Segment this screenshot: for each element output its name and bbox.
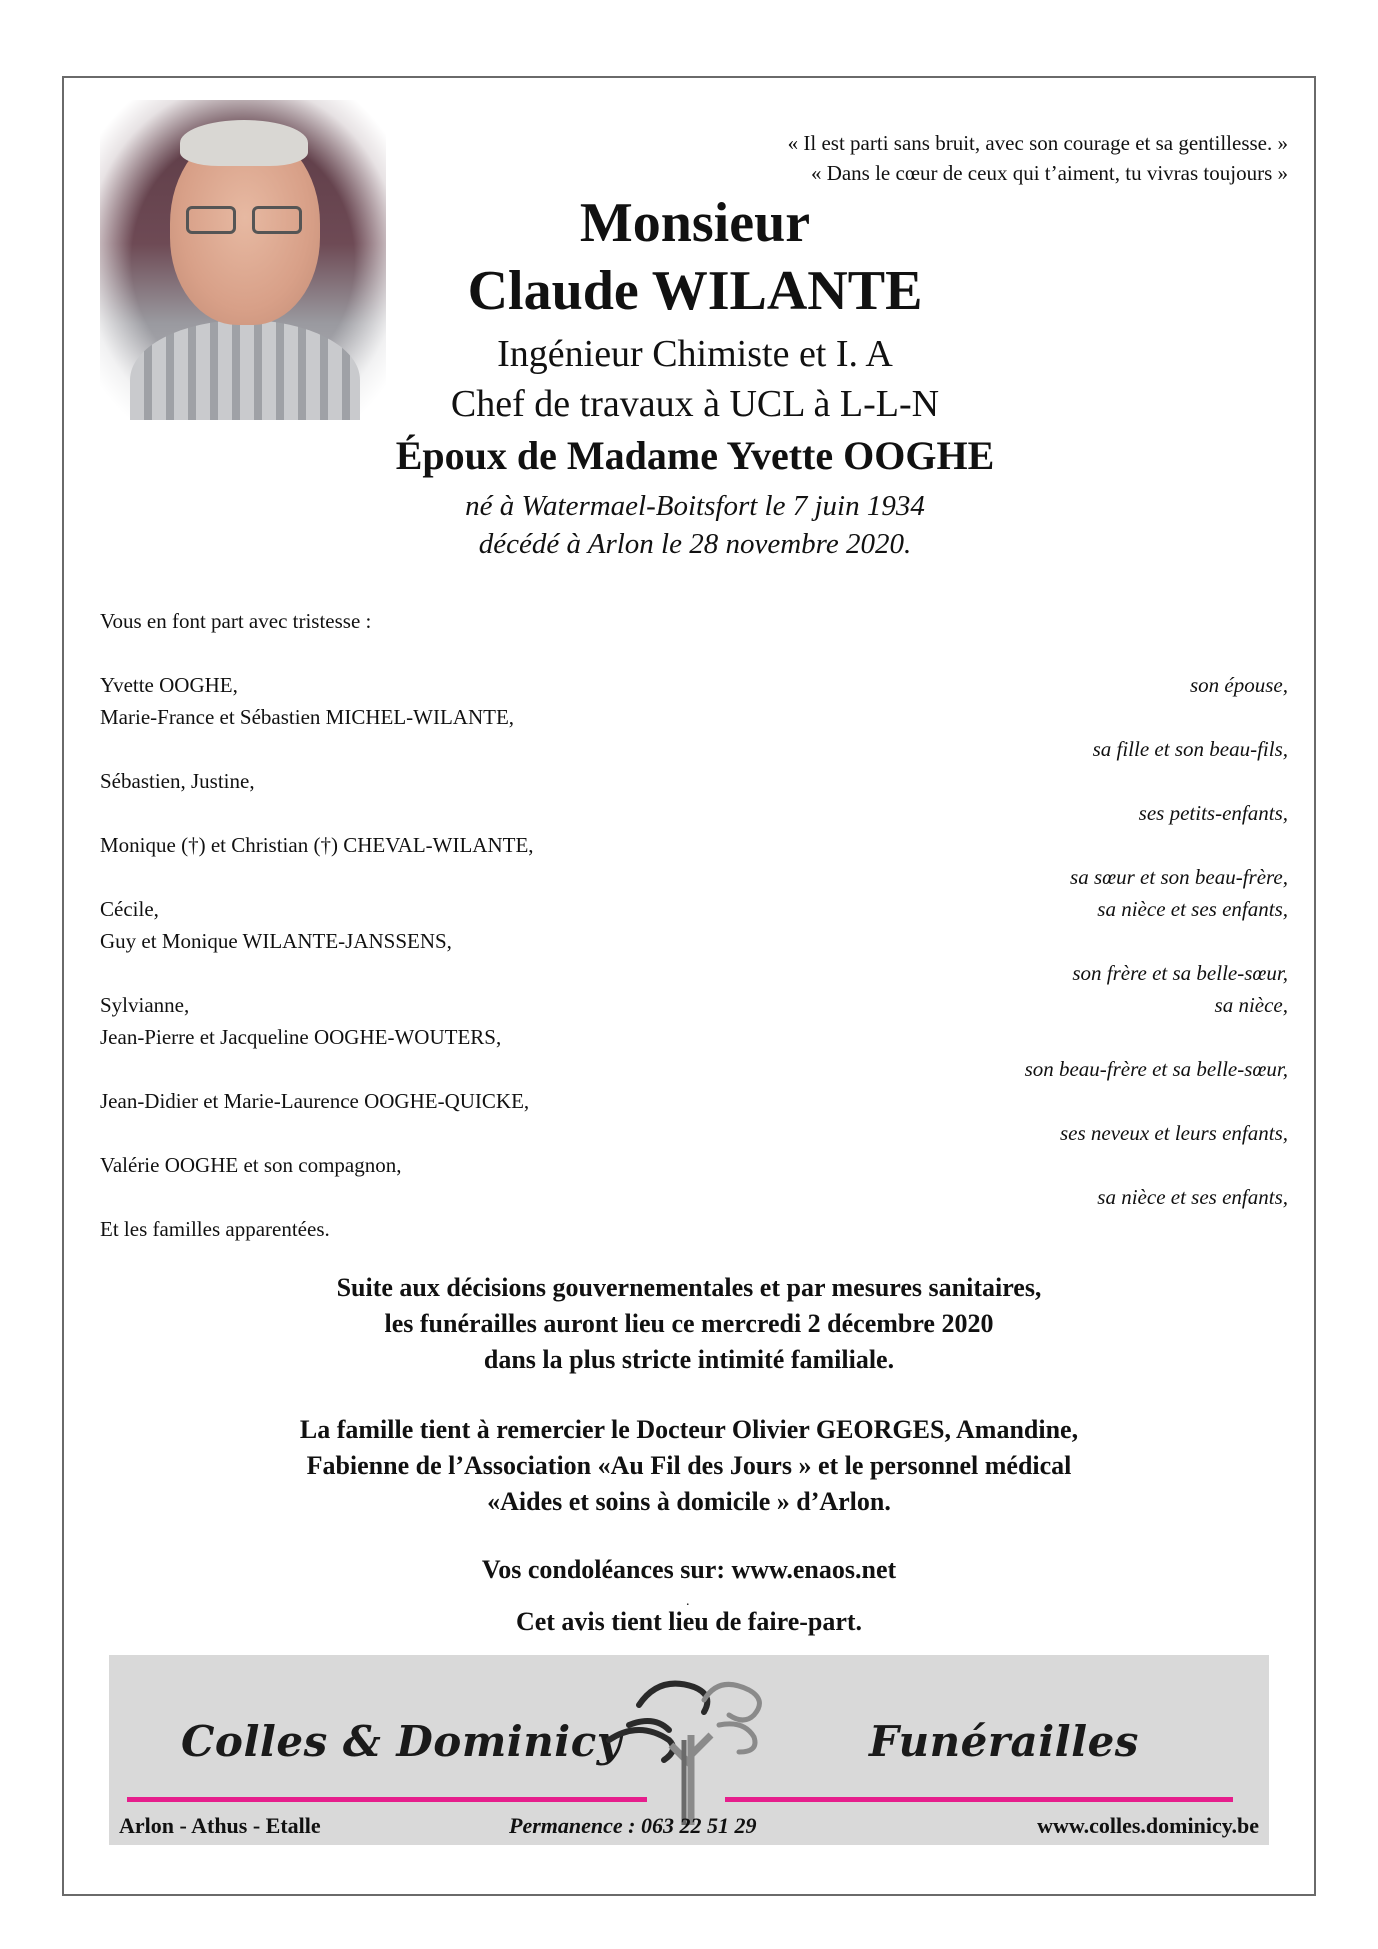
brand-name-right: Funérailles	[869, 1717, 1139, 1766]
family-name: Monique (†) et Christian (†) CHEVAL-WILANTE,	[100, 833, 534, 857]
quote-line: « Dans le cœur de ceux qui t’aiment, tu vivras toujours »	[810, 161, 1288, 185]
funeral-home-banner	[109, 1655, 1269, 1845]
faire-part-line: Cet avis tient lieu de faire-part.	[515, 1607, 863, 1636]
funeral-notice	[100, 1270, 1278, 1378]
family-name: Guy et Monique WILANTE-JANSSENS,	[100, 929, 452, 953]
brand-name-left: Colles & Dominicy	[181, 1717, 622, 1766]
thanks-line: La famille tient à remercier le Docteur Olivier GEORGES, Amandine,	[299, 1415, 1079, 1444]
family-name: Cécile,	[100, 897, 159, 921]
announcement-intro: Vous en font part avec tristesse :	[100, 609, 372, 633]
thanks-line: «Aides et soins à domicile » d’Arlon.	[487, 1487, 891, 1516]
portrait-hair	[180, 120, 308, 166]
family-relation: son frère et sa belle-sœur,	[1072, 961, 1288, 985]
condolences-link[interactable]: Vos condoléances sur: www.enaos.net	[481, 1555, 897, 1584]
phone-number[interactable]: Permanence : 063 22 51 29	[509, 1813, 757, 1838]
profession-line-2: Chef de travaux à UCL à L-L-N	[450, 383, 940, 425]
accent-line-right	[725, 1797, 1233, 1802]
notice-line: Suite aux décisions gouvernementales et par mesures sanitaires,	[336, 1273, 1042, 1302]
family-relation: sa fille et son beau-fils,	[1092, 737, 1288, 761]
family-name: Jean-Didier et Marie-Laurence OOGHE-QUICKE,	[100, 1089, 530, 1113]
family-relation: ses neveux et leurs enfants,	[1059, 1121, 1288, 1145]
epigraph-quotes	[788, 128, 1288, 188]
family-relation: son beau-frère et sa belle-sœur,	[1024, 1057, 1288, 1081]
death-line: décédé à Arlon le 28 novembre 2020.	[478, 528, 912, 560]
profession-line-1: Ingénieur Chimiste et I. A	[497, 333, 893, 375]
notice-line: dans la plus stricte intimité familiale.	[483, 1345, 895, 1374]
family-relation: son épouse,	[1190, 673, 1288, 697]
family-name: Valérie OOGHE et son compagnon,	[100, 1153, 402, 1177]
family-relation: sa nièce,	[1214, 993, 1288, 1017]
tree-logo-icon	[599, 1665, 789, 1825]
notice-line: les funérailles auront lieu ce mercredi 2 décembre 2020	[384, 1309, 994, 1338]
family-name: Sylvianne,	[100, 993, 190, 1017]
branch-locations: Arlon - Athus - Etalle	[119, 1813, 321, 1838]
website-link[interactable]: www.colles.dominicy.be	[1037, 1813, 1259, 1838]
family-relation: sa nièce et ses enfants,	[1097, 1185, 1288, 1209]
family-name: Yvette OOGHE,	[100, 673, 238, 697]
family-name: Marie-France et Sébastien MICHEL-WILANTE,	[100, 705, 515, 729]
thanks-notice	[100, 1412, 1278, 1520]
deceased-name: Claude WILANTE	[467, 260, 923, 322]
thanks-line: Fabienne de l’Association «Au Fil des Jours » et le personnel médical	[306, 1451, 1072, 1480]
family-relation: sa nièce et ses enfants,	[1097, 897, 1288, 921]
family-relation: sa sœur et son beau-frère,	[1070, 865, 1288, 889]
spouse-line: Époux de Madame Yvette OOGHE	[395, 433, 995, 478]
family-name: Sébastien, Justine,	[100, 769, 255, 793]
family-relation: ses petits-enfants,	[1138, 801, 1288, 825]
birth-line: né à Watermael-Boitsfort le 7 juin 1934	[465, 490, 925, 522]
salutation: Monsieur	[579, 192, 811, 254]
quote-line: « Il est parti sans bruit, avec son courage et sa gentillesse. »	[787, 131, 1288, 155]
accent-line-left	[127, 1797, 647, 1802]
separator-dot: .	[686, 1594, 690, 1609]
portrait-glasses	[186, 206, 306, 236]
family-name: Et les familles apparentées.	[100, 1217, 330, 1241]
family-name: Jean-Pierre et Jacqueline OOGHE-WOUTERS,	[100, 1025, 502, 1049]
